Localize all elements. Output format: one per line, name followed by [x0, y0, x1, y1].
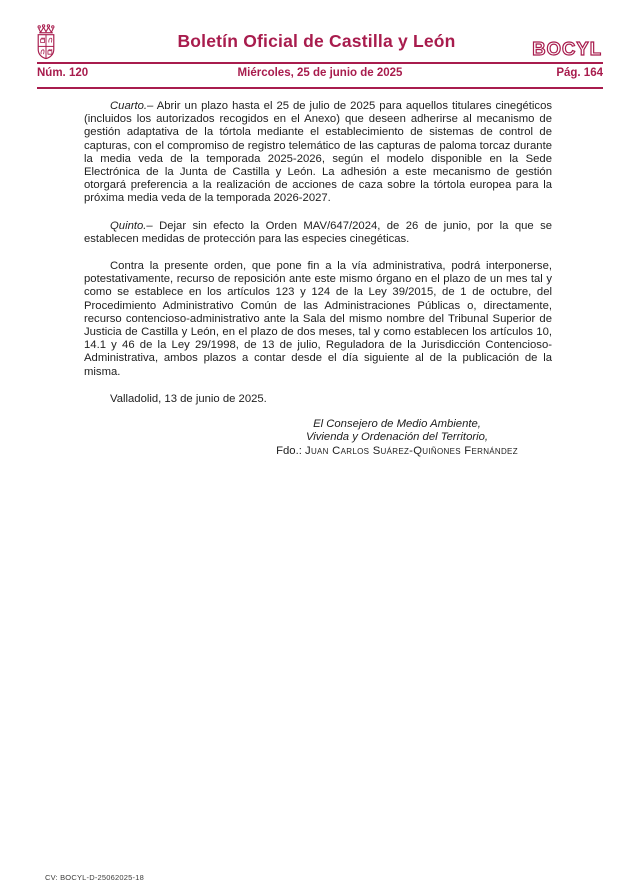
signer-title-line2: Vivienda y Ordenación del Territorio,	[305, 431, 489, 444]
body-paragraph: Quinto.– Dejar sin efecto la Orden MAV/647/2024, de 26 de junio, por la que se establecen medidas de protección para las especies cinegéticas.	[84, 219, 552, 245]
signer-name-line	[242, 445, 552, 458]
paragraph-container	[84, 100, 552, 379]
paragraph-lead: Quinto.–	[110, 219, 153, 232]
signature-block	[242, 418, 552, 458]
issue-number: Núm. 120	[37, 67, 89, 79]
body-paragraph: Contra la presente orden, que pone fin a la vía administrativa, podrá interponerse, potestativamente, recurso de reposición ante este mismo órgano en el plazo de un mes tal y como se establece en los artículos 123 y 124 de la Ley 39/2015, de 1 de octubre, del Procedimiento Administrativo Común de las Administraciones Públicas o, directamente, recurso contencioso-administrativo ante la Sala del mismo nombre del Tribunal Superior de Justicia de Castilla y León, en el plazo de dos meses, tal y como establecen los artículos 10, 14.1 y 46 de la Ley 29/1998, de 13 de julio, Reguladora de la Jurisdicción Contencioso-Administrativa, ambos plazos a contar desde el día siguiente al de la publicación de la misma.	[84, 260, 552, 378]
signer-prefix: Fdo.:	[276, 444, 305, 457]
issue-date: Miércoles, 25 de junio de 2025	[237, 67, 403, 79]
paragraph-lead: Cuarto.–	[110, 100, 154, 112]
body-paragraph: Cuarto.– Abrir un plazo hasta el 25 de julio de 2025 para aquellos titulares cinegéticos (incluidos los autorizados recogidos en el Anexo) que deseen adherirse al mecanismo de gestión adaptativa de la tórtola mediante el establecimiento de sistemas de control de capturas, con el compromiso de registro telemático de las capturas de paloma torcaz durante la media veda de la temporada 2025-2026, según el modelo disponible en la Sede Electrónica de la Junta de Castilla y León. La adhesión a este mecanismo de gestión otorgará preferencia a la realización de acciones de caza sobre la tórtola europea para la próxima media veda de la temporada 2026-2027.	[84, 100, 552, 205]
dateline: Valladolid, 13 de junio de 2025.	[110, 392, 267, 405]
header-rule-top	[37, 62, 603, 64]
bocyl-logo: BOCYL	[532, 38, 602, 59]
signer-name: Juan Carlos Suárez-Quiñones Fernández	[305, 444, 518, 457]
cv-verification-code: CV: BOCYL-D-25062025-18	[45, 873, 144, 882]
gazette-title: Boletín Oficial de Castilla y León	[177, 31, 456, 51]
document-body	[84, 100, 552, 458]
signer-title-line1: El Consejero de Medio Ambiente,	[313, 418, 481, 431]
header-meta-row	[37, 67, 603, 83]
header-rule-bottom	[37, 87, 603, 89]
page-number: Pág. 164	[556, 67, 603, 79]
